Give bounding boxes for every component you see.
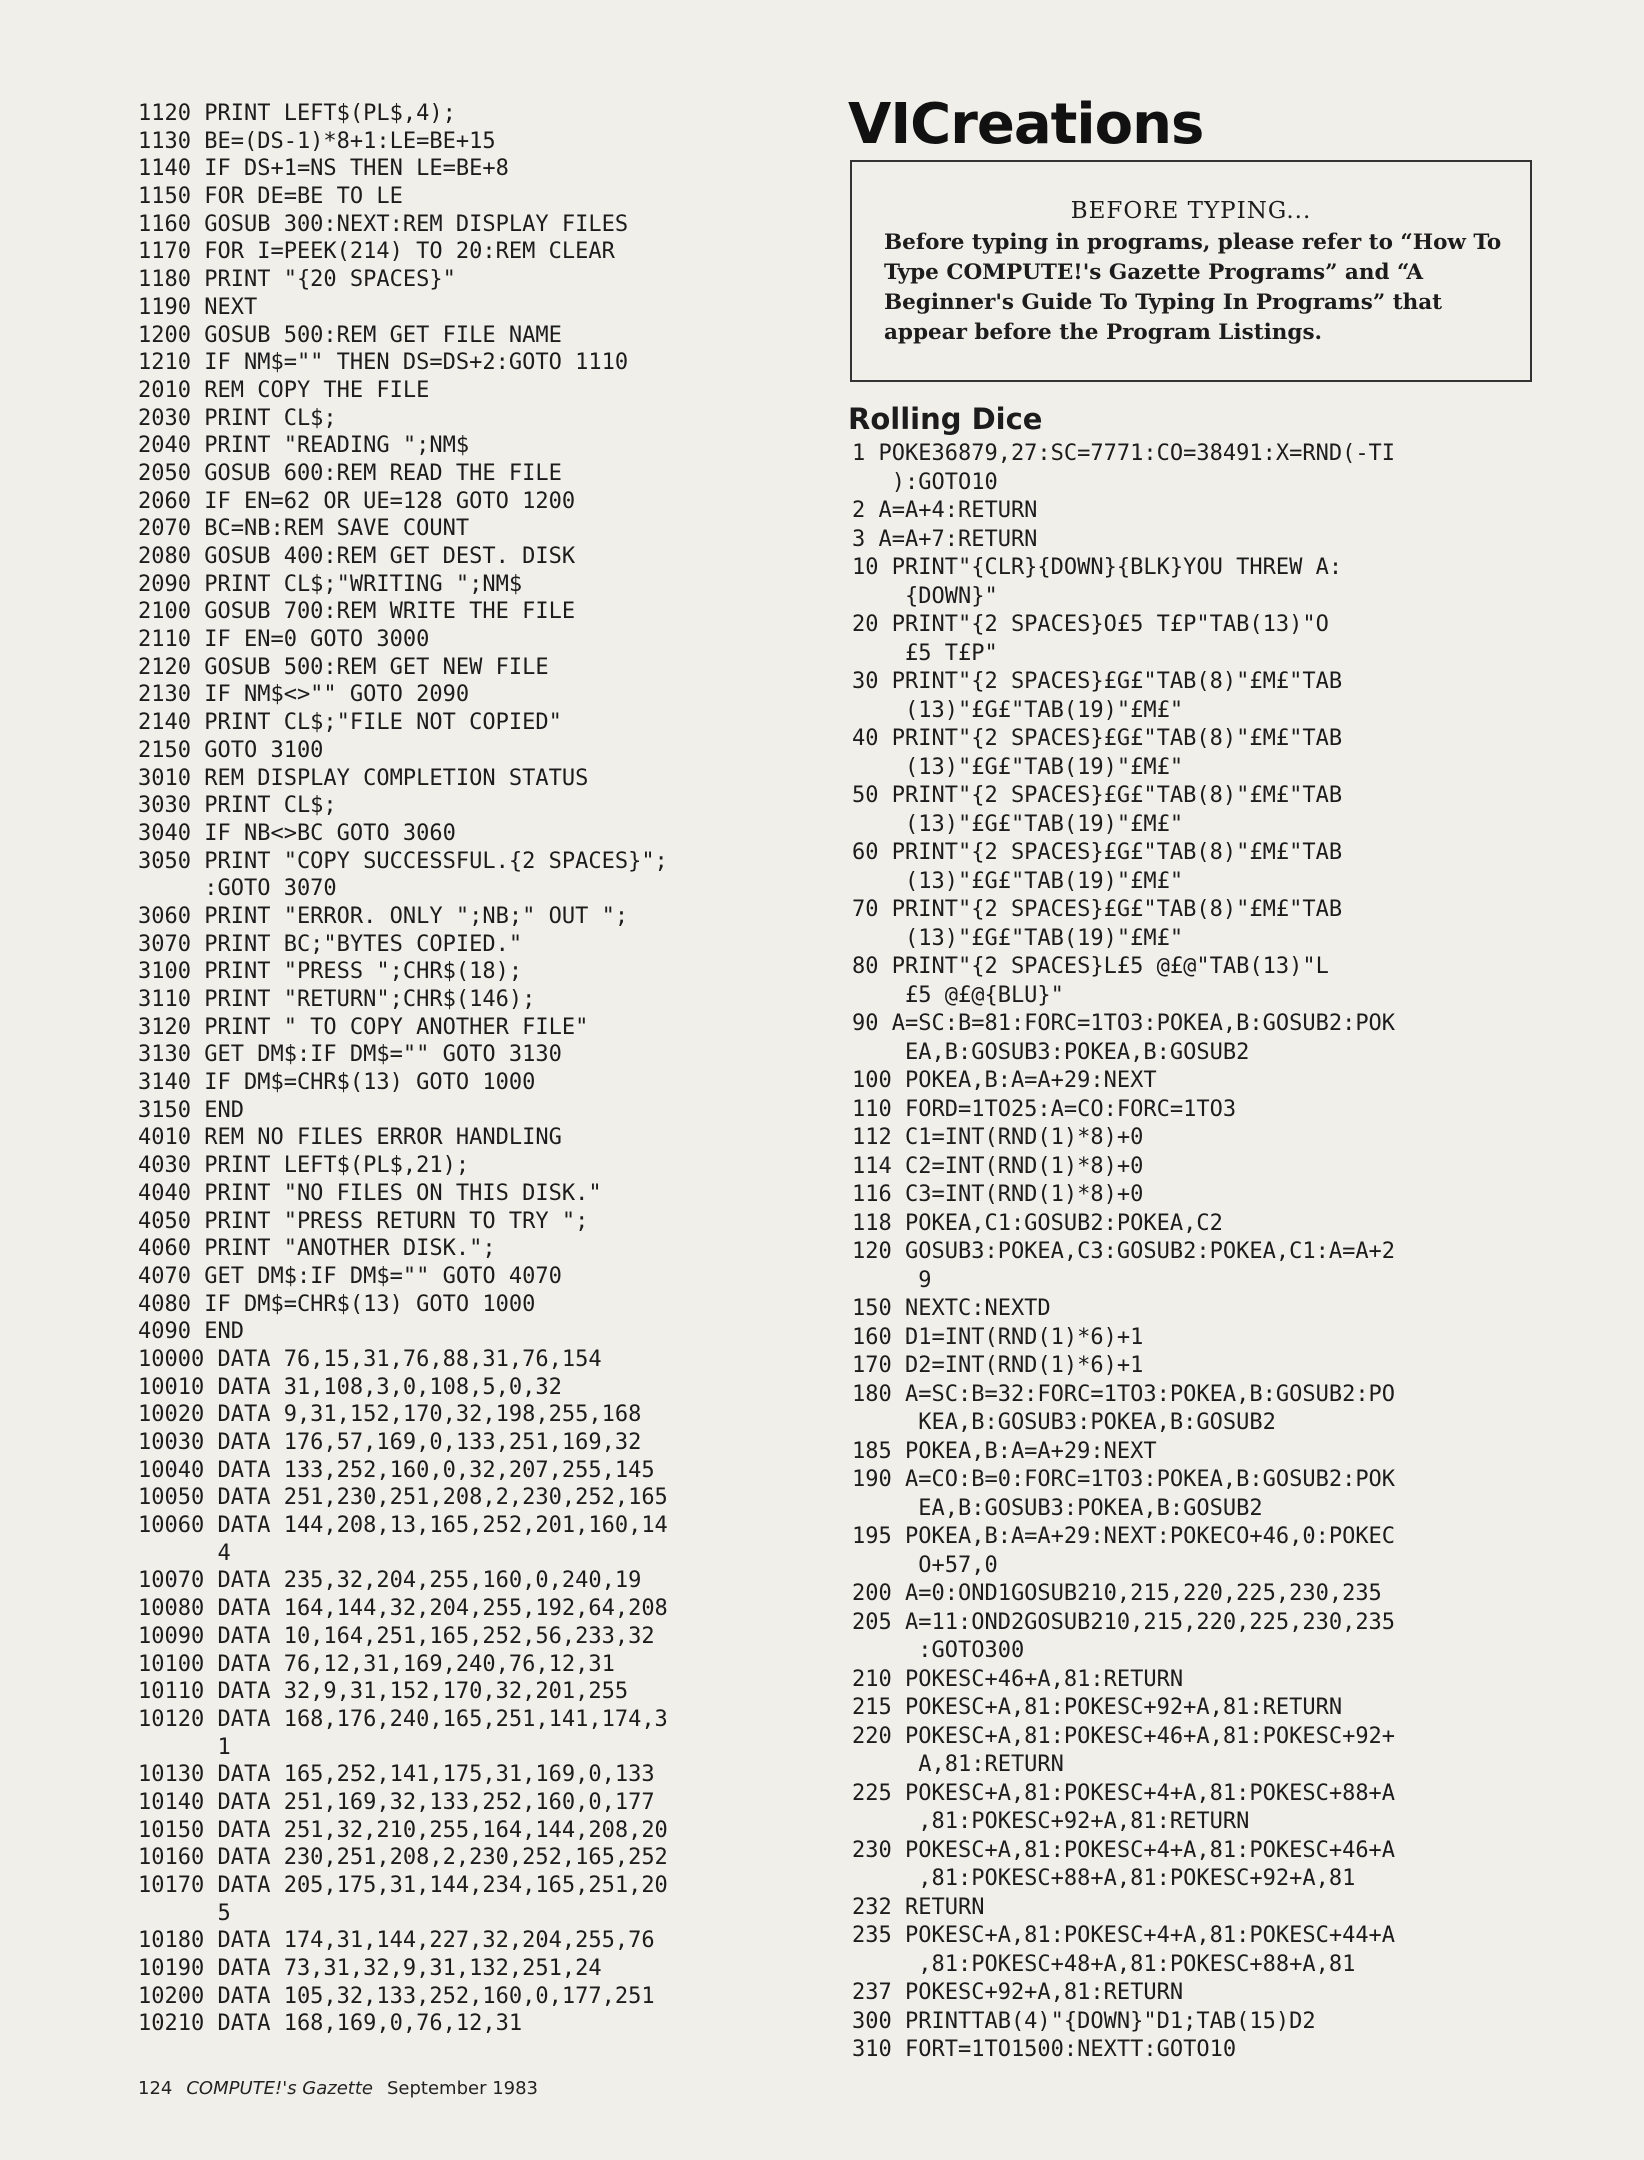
code-line: 2 A=A+4:RETURN <box>852 498 1038 523</box>
code-line: 10090 DATA 10,164,251,165,252,56,233,32 <box>138 1623 655 1649</box>
code-line: 50 PRINT"{2 SPACES}£G£"TAB(8)"£M£"TAB <box>852 783 1343 808</box>
code-line: ,81:POKESC+92+A,81:RETURN <box>852 1809 1250 1834</box>
code-line: 1170 FOR I=PEEK(214) TO 20:REM CLEAR <box>138 239 615 265</box>
code-line: 3130 GET DM$:IF DM$="" GOTO 3130 <box>138 1042 562 1068</box>
code-line: 1160 GOSUB 300:NEXT:REM DISPLAY FILES <box>138 211 629 237</box>
code-line: 195 POKEA,B:A=A+29:NEXT:POKECO+46,0:POKEC <box>852 1524 1396 1549</box>
code-line: 10030 DATA 176,57,169,0,133,251,169,32 <box>138 1430 642 1455</box>
code-line: 2150 GOTO 3100 <box>138 737 324 763</box>
code-line: 10010 DATA 31,108,3,0,108,5,0,32 <box>138 1374 562 1400</box>
program-listing-left <box>138 100 838 2038</box>
code-line: (13)"£G£"TAB(19)"£M£" <box>852 868 1184 894</box>
code-line: 30 PRINT"{2 SPACES}£G£"TAB(8)"£M£"TAB <box>852 669 1343 694</box>
notice-title: BEFORE TYPING... <box>1070 198 1312 224</box>
code-line: 1130 BE=(DS-1)*8+1:LE=BE+15 <box>138 128 496 154</box>
code-line: 1 POKE36879,27:SC=7771:CO=38491:X=RND(-TI <box>852 441 1396 466</box>
code-line: 100 POKEA,B:A=A+29:NEXT <box>852 1068 1157 1093</box>
code-line: 225 POKESC+A,81:POKESC+4+A,81:POKESC+88+A <box>852 1780 1396 1806</box>
code-line: 10120 DATA 168,176,240,165,251,141,174,3 <box>138 1706 668 1732</box>
before-typing-notice <box>850 160 1532 382</box>
code-line: 4050 PRINT "PRESS RETURN TO TRY "; <box>138 1208 589 1234</box>
code-line: 235 POKESC+A,81:POKESC+4+A,81:POKESC+44+A <box>852 1923 1396 1948</box>
code-line: 2130 IF NM$<>"" GOTO 2090 <box>138 682 470 708</box>
code-line: 2070 BC=NB:REM SAVE COUNT <box>138 516 470 542</box>
code-line: 10050 DATA 251,230,251,208,2,230,252,165 <box>138 1485 668 1511</box>
code-line: 5 <box>138 1900 231 1926</box>
issue-date: September 1983 <box>386 2078 539 2099</box>
code-line: 215 POKESC+A,81:POKESC+92+A,81:RETURN <box>852 1695 1343 1720</box>
code-line: 90 A=SC:B=81:FORC=1TO3:POKEA,B:GOSUB2:POK <box>852 1011 1396 1036</box>
code-line: 60 PRINT"{2 SPACES}£G£"TAB(8)"£M£"TAB <box>852 840 1343 865</box>
code-line: 10020 DATA 9,31,152,170,32,198,255,168 <box>138 1402 642 1428</box>
code-line: 190 A=CO:B=0:FORC=1TO3:POKEA,B:GOSUB2:POK <box>852 1467 1396 1492</box>
code-line: 10210 DATA 168,169,0,76,12,31 <box>138 2011 523 2037</box>
code-line: £5 @£@{BLU}" <box>852 982 1064 1008</box>
code-line: 4070 GET DM$:IF DM$="" GOTO 4070 <box>138 1263 562 1289</box>
notice-body: Before typing in programs, please refer to “How To Type COMPUTE!'s Gazette Programs” and “A Beginner's Guide To Typing In Programs” that appear before the Program Listings. <box>884 230 1502 345</box>
code-line: 2110 IF EN=0 GOTO 3000 <box>138 627 430 653</box>
code-line: A,81:RETURN <box>852 1752 1064 1777</box>
code-line: 40 PRINT"{2 SPACES}£G£"TAB(8)"£M£"TAB <box>852 726 1343 751</box>
code-line: O+57,0 <box>852 1552 998 1578</box>
code-line: 3140 IF DM$=CHR$(13) GOTO 1000 <box>138 1070 536 1096</box>
code-line: 160 D1=INT(RND(1)*6)+1 <box>852 1324 1144 1350</box>
code-line: 4090 END <box>138 1319 244 1345</box>
code-line: 80 PRINT"{2 SPACES}L£5 @£@"TAB(13)"L <box>852 954 1329 979</box>
code-line: 4030 PRINT LEFT$(PL$,21); <box>138 1153 470 1179</box>
code-line: 10190 DATA 73,31,32,9,31,132,251,24 <box>138 1956 602 1982</box>
code-line: 1120 PRINT LEFT$(PL$,4); <box>138 101 456 126</box>
code-line: 10080 DATA 164,144,32,204,255,192,64,208 <box>138 1596 668 1622</box>
code-line: 180 A=SC:B=32:FORC=1TO3:POKEA,B:GOSUB2:PO <box>852 1381 1396 1407</box>
code-line: 10160 DATA 230,251,208,2,230,252,165,252 <box>138 1845 668 1871</box>
code-line: (13)"£G£"TAB(19)"£M£" <box>852 697 1184 723</box>
code-line: 150 NEXTC:NEXTD <box>852 1296 1051 1321</box>
code-line: 210 POKESC+46+A,81:RETURN <box>852 1666 1184 1692</box>
code-line: 10100 DATA 76,12,31,169,240,76,12,31 <box>138 1651 615 1677</box>
code-line: 10 PRINT"{CLR}{DOWN}{BLK}YOU THREW A: <box>852 555 1343 580</box>
code-line: 4 <box>138 1540 231 1566</box>
code-line: 3040 IF NB<>BC GOTO 3060 <box>138 820 456 846</box>
code-line: 10200 DATA 105,32,133,252,160,0,177,251 <box>138 1983 655 2009</box>
code-line: EA,B:GOSUB3:POKEA,B:GOSUB2 <box>852 1039 1250 1065</box>
code-line: (13)"£G£"TAB(19)"£M£" <box>852 925 1184 951</box>
page-footer <box>138 2078 538 2099</box>
code-line: 2120 GOSUB 500:REM GET NEW FILE <box>138 654 549 680</box>
code-line: 3050 PRINT "COPY SUCCESSFUL.{2 SPACES}"; <box>138 848 668 874</box>
code-line: 9 <box>852 1267 932 1293</box>
code-line: ,81:POKESC+48+A,81:POKESC+88+A,81 <box>852 1951 1356 1977</box>
code-line: 10170 DATA 205,175,31,144,234,165,251,20 <box>138 1873 668 1898</box>
program-title: Rolling Dice <box>848 402 1043 436</box>
code-line: 2050 GOSUB 600:REM READ THE FILE <box>138 460 562 486</box>
code-line: 2140 PRINT CL$;"FILE NOT COPIED" <box>138 710 562 736</box>
code-line: 10000 DATA 76,15,31,76,88,31,76,154 <box>138 1346 602 1372</box>
code-line: 205 A=11:OND2GOSUB210,215,220,225,230,235 <box>852 1609 1396 1635</box>
code-line: 2090 PRINT CL$;"WRITING ";NM$ <box>138 571 523 597</box>
code-line: 118 POKEA,C1:GOSUB2:POKEA,C2 <box>852 1210 1223 1236</box>
code-line: {DOWN}" <box>852 583 998 609</box>
code-line: :GOTO300 <box>852 1638 1025 1663</box>
code-line: ):GOTO10 <box>852 469 998 495</box>
code-line: 1140 IF DS+1=NS THEN LE=BE+8 <box>138 156 509 182</box>
page-number: 124 <box>138 2078 173 2099</box>
code-line: 4060 PRINT "ANOTHER DISK."; <box>138 1236 496 1262</box>
code-line: 120 GOSUB3:POKEA,C3:GOSUB2:POKEA,C1:A=A+2 <box>852 1239 1396 1264</box>
code-line: 3110 PRINT "RETURN";CHR$(146); <box>138 987 536 1012</box>
code-line: 1 <box>138 1734 231 1760</box>
code-line: 1190 NEXT <box>138 294 258 320</box>
code-line: EA,B:GOSUB3:POKEA,B:GOSUB2 <box>852 1495 1263 1521</box>
code-line: (13)"£G£"TAB(19)"£M£" <box>852 754 1184 780</box>
publication-name: COMPUTE!'s Gazette <box>186 2078 373 2099</box>
code-line: 10140 DATA 251,169,32,133,252,160,0,177 <box>138 1789 655 1815</box>
code-line: 220 POKESC+A,81:POKESC+46+A,81:POKESC+92+ <box>852 1723 1396 1749</box>
code-line: :GOTO 3070 <box>138 876 337 902</box>
code-line: 10110 DATA 32,9,31,152,170,32,201,255 <box>138 1679 629 1705</box>
code-line: 2100 GOSUB 700:REM WRITE THE FILE <box>138 599 576 625</box>
code-line: 10130 DATA 165,252,141,175,31,169,0,133 <box>138 1762 655 1788</box>
code-line: (13)"£G£"TAB(19)"£M£" <box>852 811 1184 837</box>
code-line: 185 POKEA,B:A=A+29:NEXT <box>852 1438 1157 1464</box>
code-line: 20 PRINT"{2 SPACES}O£5 T£P"TAB(13)"O <box>852 612 1329 637</box>
code-line: 200 A=0:OND1GOSUB210,215,220,225,230,235 <box>852 1581 1382 1606</box>
code-line: £5 T£P" <box>852 640 998 666</box>
code-line: 2030 PRINT CL$; <box>138 405 337 431</box>
right-column <box>848 92 1588 2062</box>
code-line: 232 RETURN <box>852 1894 985 1920</box>
code-line: 116 C3=INT(RND(1)*8)+0 <box>852 1182 1144 1207</box>
code-line: 10040 DATA 133,252,160,0,32,207,255,145 <box>138 1457 655 1483</box>
code-line: 3 A=A+7:RETURN <box>852 526 1038 552</box>
code-line: 2040 PRINT "READING ";NM$ <box>138 433 470 459</box>
code-line: 3150 END <box>138 1097 244 1123</box>
code-line: 4080 IF DM$=CHR$(13) GOTO 1000 <box>138 1291 536 1317</box>
code-line: 230 POKESC+A,81:POKESC+4+A,81:POKESC+46+A <box>852 1837 1396 1863</box>
code-line: 237 POKESC+92+A,81:RETURN <box>852 1980 1184 2005</box>
code-line: 170 D2=INT(RND(1)*6)+1 <box>852 1353 1144 1378</box>
code-line: 112 C1=INT(RND(1)*8)+0 <box>852 1125 1144 1150</box>
code-line: 3120 PRINT " TO COPY ANOTHER FILE" <box>138 1014 589 1040</box>
code-line: KEA,B:GOSUB3:POKEA,B:GOSUB2 <box>852 1410 1276 1435</box>
code-line: 1210 IF NM$="" THEN DS=DS+2:GOTO 1110 <box>138 350 629 376</box>
code-line: 2060 IF EN=62 OR UE=128 GOTO 1200 <box>138 488 576 514</box>
code-line: 1180 PRINT "{20 SPACES}" <box>138 267 456 293</box>
code-line: 4040 PRINT "NO FILES ON THIS DISK." <box>138 1180 602 1206</box>
code-line: 10060 DATA 144,208,13,165,252,201,160,14 <box>138 1513 668 1539</box>
code-line: 2010 REM COPY THE FILE <box>138 377 430 403</box>
code-line: 10150 DATA 251,32,210,255,164,144,208,20 <box>138 1817 668 1843</box>
code-line: 110 FORD=1TO25:A=CO:FORC=1TO3 <box>852 1096 1237 1122</box>
code-line: 70 PRINT"{2 SPACES}£G£"TAB(8)"£M£"TAB <box>852 897 1343 922</box>
code-line: 3060 PRINT "ERROR. ONLY ";NB;" OUT "; <box>138 903 629 929</box>
program-listing-right <box>852 440 1592 2065</box>
code-line: 300 PRINTTAB(4)"{DOWN}"D1;TAB(15)D2 <box>852 2008 1316 2034</box>
code-line: 114 C2=INT(RND(1)*8)+0 <box>852 1153 1144 1179</box>
code-line: 1150 FOR DE=BE TO LE <box>138 184 403 210</box>
code-line: 3030 PRINT CL$; <box>138 793 337 819</box>
code-line: 3010 REM DISPLAY COMPLETION STATUS <box>138 765 589 791</box>
code-line: 310 FORT=1TO1500:NEXTT:GOTO10 <box>852 2037 1237 2062</box>
code-line: 2080 GOSUB 400:REM GET DEST. DISK <box>138 544 576 569</box>
code-line: 4010 REM NO FILES ERROR HANDLING <box>138 1125 562 1151</box>
code-line: 10180 DATA 174,31,144,227,32,204,255,76 <box>138 1928 655 1954</box>
code-line: 3100 PRINT "PRESS ";CHR$(18); <box>138 959 523 985</box>
code-line: 10070 DATA 235,32,204,255,160,0,240,19 <box>138 1568 642 1594</box>
column-title: VICreations <box>848 92 1204 157</box>
code-line: 3070 PRINT BC;"BYTES COPIED." <box>138 931 523 957</box>
code-line: ,81:POKESC+88+A,81:POKESC+92+A,81 <box>852 1866 1356 1891</box>
code-line: 1200 GOSUB 500:REM GET FILE NAME <box>138 322 562 348</box>
